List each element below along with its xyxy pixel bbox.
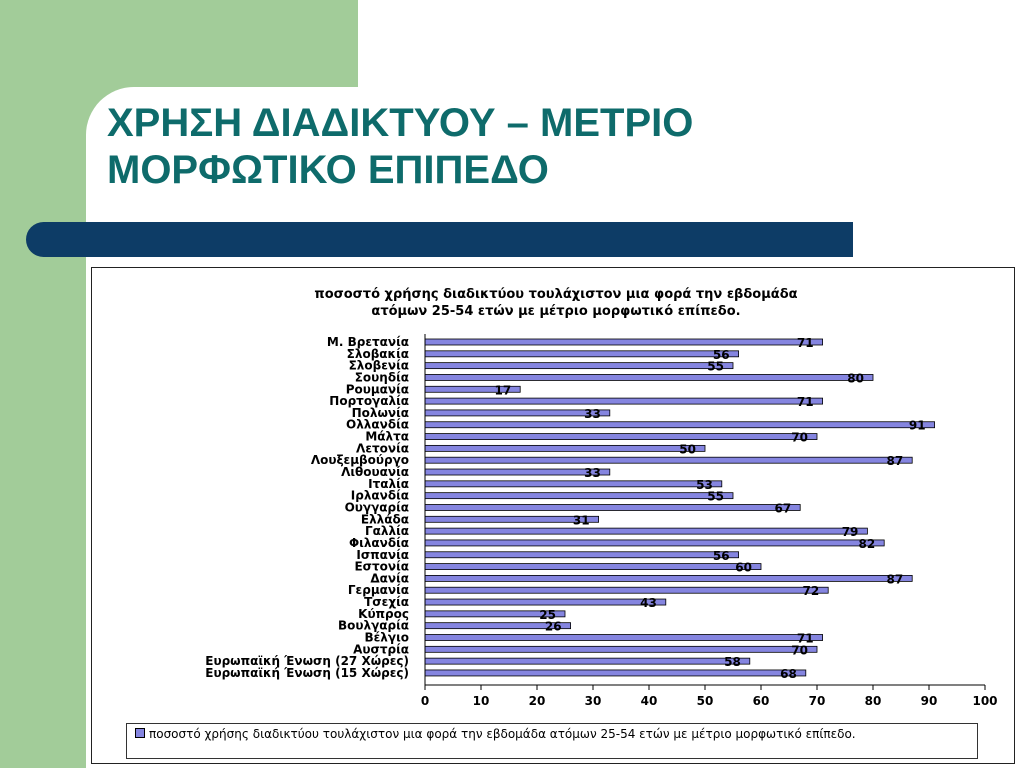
category-label: Δανία — [370, 571, 409, 586]
legend-swatch — [135, 728, 145, 738]
data-label: 56 — [712, 347, 730, 362]
bar — [425, 422, 935, 428]
bar — [425, 564, 761, 570]
category-label: Γερμανία — [347, 583, 409, 598]
x-tick-label: 40 — [640, 694, 658, 708]
category-label: Ευρωπαϊκή Ένωση (15 Χώρες) — [205, 665, 409, 680]
data-label: 33 — [584, 406, 601, 421]
bar — [425, 398, 823, 404]
data-label: 91 — [908, 418, 926, 433]
category-label: Μάλτα — [365, 429, 409, 444]
bar — [425, 635, 823, 641]
bar — [425, 481, 722, 487]
data-label: 58 — [724, 655, 741, 670]
data-label: 33 — [584, 466, 601, 481]
bar — [425, 469, 610, 475]
category-label: Σλοβακία — [346, 346, 409, 361]
bar — [425, 445, 705, 451]
data-label: 17 — [494, 383, 512, 398]
bar — [425, 658, 750, 664]
x-tick-label: 80 — [864, 694, 882, 708]
category-label: Ευρωπαϊκή Ένωση (27 Χώρες) — [205, 654, 409, 669]
category-label: Βουλγαρία — [337, 618, 409, 633]
data-label: 68 — [780, 666, 797, 681]
data-label: 53 — [696, 477, 713, 492]
data-label: 56 — [712, 548, 730, 563]
data-label: 50 — [679, 442, 696, 457]
bar — [425, 410, 610, 416]
category-label: Λιθουανία — [341, 465, 409, 480]
x-tick-label: 50 — [696, 694, 714, 708]
bar — [425, 646, 817, 652]
category-label: Πορτογαλία — [329, 394, 409, 409]
data-label: 70 — [791, 430, 808, 445]
bar — [425, 493, 733, 499]
category-label: Σλοβενία — [348, 358, 409, 373]
data-label: 80 — [847, 371, 864, 386]
category-label: Σουηδία — [354, 370, 409, 385]
data-label: 71 — [796, 631, 814, 646]
category-label: Ιρλανδία — [350, 488, 409, 503]
category-label: Ουγγαρία — [344, 500, 409, 515]
x-tick-label: 20 — [528, 694, 546, 708]
category-label: Τσεχία — [364, 595, 409, 610]
x-tick-label: 10 — [472, 694, 490, 708]
bar — [425, 374, 873, 380]
category-label: Φιλανδία — [348, 535, 409, 550]
bar-chart — [92, 268, 1014, 763]
data-label: 55 — [707, 359, 724, 374]
category-label: Μ. Βρετανία — [326, 335, 409, 349]
bar — [425, 552, 739, 558]
category-label: Πολωνία — [351, 405, 409, 420]
title-underline-bar — [26, 222, 853, 257]
bar — [425, 670, 806, 676]
data-label: 87 — [886, 454, 904, 469]
x-tick-label: 0 — [420, 694, 430, 708]
legend-label: ποσοστό χρήσης διαδικτύου τουλάχιστον μια φορά την εβδομάδα ατόμων 25-54 ετών με μέτριο μορφωτικό επίπεδο. — [149, 727, 856, 741]
category-label: Ολλανδία — [346, 417, 409, 432]
bar — [425, 504, 800, 510]
chart-title-line-1: ποσοστό χρήσης διαδικτύου τουλάχιστον μια φορά την εβδομάδα — [314, 287, 798, 302]
data-label: 71 — [796, 336, 814, 350]
legend — [126, 723, 978, 759]
plot-area — [205, 334, 997, 708]
bar — [425, 540, 884, 546]
category-label: Λετονία — [356, 441, 409, 456]
category-label: Βέλγιο — [364, 630, 409, 645]
data-label: 60 — [735, 560, 752, 575]
data-label: 31 — [572, 513, 590, 528]
chart-title-line-2: ατόμων 25-54 ετών με μέτριο μορφωτικό επίπεδο. — [371, 304, 741, 319]
bar — [425, 339, 823, 345]
bar — [425, 457, 912, 463]
bar — [425, 434, 817, 440]
x-tick-label: 70 — [808, 694, 826, 708]
bar — [425, 528, 867, 534]
data-label: 43 — [640, 596, 657, 611]
bar — [425, 575, 912, 581]
slide-title: ΧΡΗΣΗ ΔΙΑΔΙΚΤΥΟΥ – ΜΕΤΡΙΟ ΜΟΡΦΩΤΙΚΟ ΕΠΙΠΕΔΟ — [107, 101, 694, 192]
category-label: Λουξεμβούργο — [310, 453, 409, 468]
data-label: 72 — [802, 584, 820, 599]
category-label: Αυστρία — [353, 642, 409, 657]
data-label: 71 — [796, 395, 814, 410]
data-label: 26 — [544, 619, 562, 634]
chart-frame — [91, 267, 1015, 764]
data-label: 67 — [774, 501, 792, 516]
x-tick-label: 30 — [584, 694, 602, 708]
bar — [425, 599, 666, 605]
bar — [425, 363, 733, 369]
category-label: Ιταλία — [368, 476, 409, 491]
data-label: 70 — [791, 643, 808, 658]
data-label: 25 — [539, 607, 556, 622]
x-tick-label: 100 — [972, 694, 998, 708]
data-label: 79 — [841, 525, 859, 540]
category-label: Ελλάδα — [360, 512, 409, 527]
x-tick-label: 60 — [752, 694, 770, 708]
bar — [425, 351, 739, 357]
category-label: Εστονία — [354, 559, 409, 574]
category-label: Ισπανία — [356, 547, 409, 562]
bar — [425, 587, 828, 593]
data-label: 82 — [858, 536, 876, 551]
x-tick-label: 90 — [920, 694, 938, 708]
category-label: Ρουμανία — [345, 382, 409, 397]
category-label: Κύπρος — [358, 606, 409, 621]
data-label: 55 — [707, 489, 724, 504]
data-label: 87 — [886, 572, 904, 587]
category-label: Γαλλία — [365, 524, 409, 539]
